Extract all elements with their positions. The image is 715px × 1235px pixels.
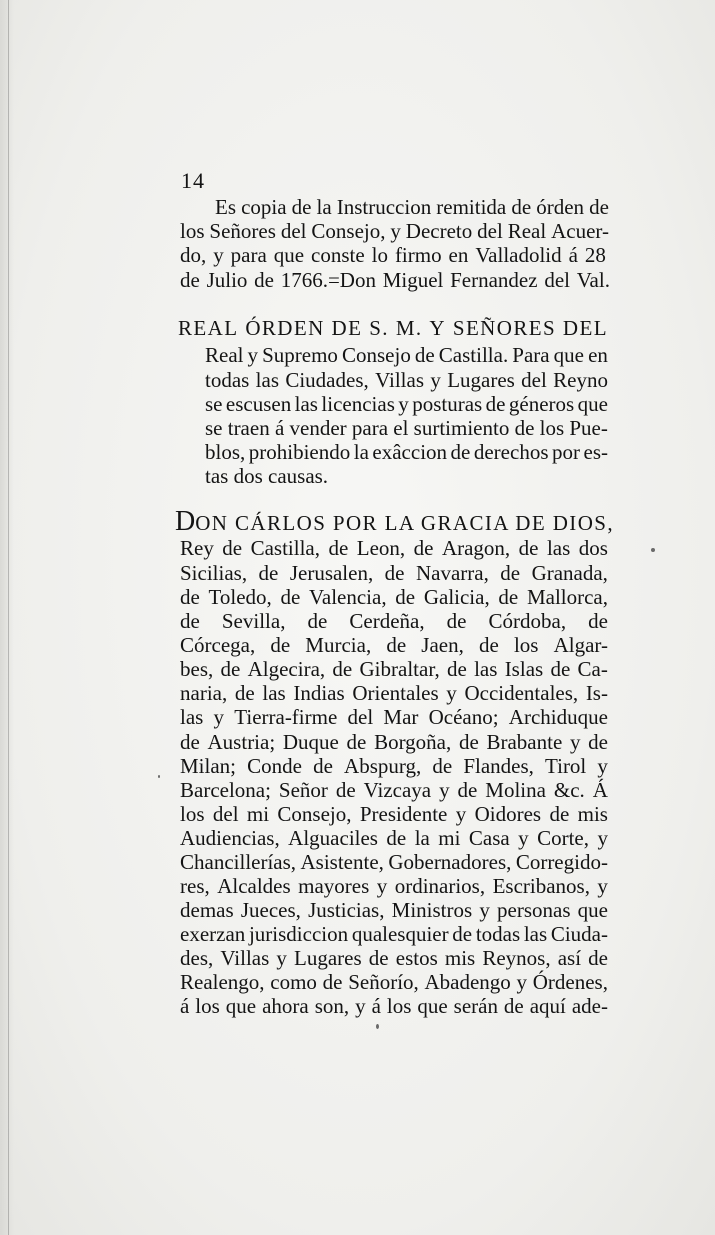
word: y <box>376 874 388 898</box>
word: las <box>546 536 571 560</box>
word: Audiencias, <box>180 826 280 850</box>
word: Para <box>512 343 550 367</box>
word: de <box>332 657 353 681</box>
word: que <box>577 392 608 416</box>
word: Gobernadores, <box>388 850 512 874</box>
word: Lugares <box>294 946 362 970</box>
word: exâccion <box>372 440 448 464</box>
word: licencias <box>321 392 395 416</box>
page-fold-line <box>8 0 9 1235</box>
word: Mallorca, <box>526 585 608 609</box>
word: Á <box>592 778 608 802</box>
word: de <box>386 826 407 850</box>
word: de <box>457 778 478 802</box>
word: vender <box>289 416 347 440</box>
word: de <box>485 392 506 416</box>
word: Leon, <box>356 536 406 560</box>
word: en <box>448 243 469 267</box>
word: y <box>446 681 457 705</box>
word: y <box>479 898 490 922</box>
word: y <box>516 970 528 994</box>
word: los <box>180 802 205 826</box>
word: del <box>347 705 374 729</box>
word: serán <box>453 994 498 1018</box>
word: aquí <box>529 994 566 1018</box>
word: son, <box>314 994 350 1018</box>
word: Algar- <box>553 633 608 657</box>
word: Casa <box>468 826 510 850</box>
word: Acuer- <box>551 219 609 243</box>
word: Rey <box>180 536 214 560</box>
word: Algecira, <box>247 657 326 681</box>
word: en <box>588 343 608 367</box>
word: Jerusalen, <box>289 561 374 585</box>
word: Barcelona; <box>180 778 271 802</box>
body-line <box>180 924 608 945</box>
word: Granada, <box>531 561 608 585</box>
body-line <box>180 732 608 753</box>
word: Ciudades, <box>285 368 369 392</box>
closing-line <box>180 270 610 291</box>
word: de <box>589 195 609 219</box>
word: Reyno <box>553 368 608 392</box>
word: Escribanos, <box>492 874 590 898</box>
word: de <box>452 922 473 946</box>
word: y <box>597 754 608 778</box>
word: de <box>511 195 532 219</box>
word: y <box>597 826 608 850</box>
word: del <box>477 219 503 243</box>
word: Murcia, <box>305 633 372 657</box>
word: posturas <box>412 392 483 416</box>
word: traen <box>227 416 270 440</box>
word: para <box>351 416 389 440</box>
word: se <box>205 392 223 416</box>
word: Córdoba, <box>488 609 567 633</box>
word: Villas <box>375 368 424 392</box>
title-line <box>205 394 608 415</box>
word: Gibraltar, <box>359 657 440 681</box>
word: Consejo, <box>311 219 386 243</box>
word: bes, <box>180 657 214 681</box>
word: Is- <box>585 681 608 705</box>
word: ade- <box>571 994 608 1018</box>
body-line <box>180 780 608 801</box>
word: mis <box>577 802 608 826</box>
word: y <box>597 874 608 898</box>
word: de <box>220 657 241 681</box>
word: Flandes, <box>463 754 534 778</box>
word: Corte, <box>537 826 589 850</box>
body-line <box>180 828 608 849</box>
word: á <box>568 243 578 267</box>
word: 1766.=Don <box>280 268 376 292</box>
word: la <box>414 826 430 850</box>
word: escusen <box>225 392 292 416</box>
word: des, <box>180 946 214 970</box>
word: de <box>346 730 367 754</box>
word: de <box>180 730 200 754</box>
body-line <box>180 538 608 559</box>
word: del <box>280 219 307 243</box>
word: de <box>458 730 479 754</box>
word: blos, <box>205 440 246 464</box>
word: Indias <box>293 681 345 705</box>
word: para <box>230 243 267 267</box>
closing-line <box>180 245 606 266</box>
word: demas <box>180 898 234 922</box>
word: Reynos, <box>482 946 551 970</box>
word: de <box>384 561 405 585</box>
word: DEL <box>562 316 608 340</box>
word: Decreto <box>405 219 473 243</box>
word: lo <box>371 243 388 267</box>
word: Ca- <box>577 657 608 681</box>
word: como <box>270 970 317 994</box>
word: á <box>274 416 285 440</box>
word: de <box>322 970 343 994</box>
word: los <box>386 994 412 1018</box>
word: Realengo, <box>180 970 265 994</box>
word: prohibiendo <box>248 440 351 464</box>
word: las <box>523 922 548 946</box>
paper-speck <box>158 775 160 778</box>
word: de <box>588 946 608 970</box>
word: Villas <box>220 946 270 970</box>
word: de <box>328 536 349 560</box>
word: Real <box>507 219 547 243</box>
word: DE <box>331 316 363 340</box>
word: y <box>213 705 225 729</box>
word: REAL <box>178 316 239 340</box>
word: &c. <box>553 778 585 802</box>
word: Jueces, <box>240 898 301 922</box>
drop-initial: D <box>175 506 196 537</box>
word: Castilla, <box>250 536 321 560</box>
word: Valencia, <box>309 585 387 609</box>
word: Fernandez <box>450 268 538 292</box>
word: Ciuda- <box>550 922 608 946</box>
body-line <box>180 804 608 825</box>
word: que <box>577 898 608 922</box>
body-line <box>180 756 608 777</box>
word: Julio <box>206 268 248 292</box>
word: Islas <box>504 657 544 681</box>
word: Señor <box>278 778 328 802</box>
body-line <box>180 635 608 656</box>
word: res, <box>180 874 210 898</box>
word: Córcega, <box>180 633 256 657</box>
word: Galicia, <box>423 585 490 609</box>
word: Alguaciles <box>288 826 378 850</box>
title-line <box>205 442 608 463</box>
word: qualesquier <box>351 922 449 946</box>
word: Justicias, <box>308 898 385 922</box>
page-number: 14 <box>181 168 205 193</box>
word: de <box>498 585 519 609</box>
word: los <box>180 219 205 243</box>
word: los <box>195 994 220 1018</box>
word: la <box>353 440 369 464</box>
word: Presidente <box>359 802 448 826</box>
word: jurisdiccion <box>248 922 349 946</box>
word: S. <box>369 316 389 340</box>
word: de <box>503 994 524 1018</box>
word: mi <box>246 802 270 826</box>
word: el <box>393 416 409 440</box>
title-line <box>205 345 608 366</box>
word: de <box>588 730 608 754</box>
word: Es <box>215 195 236 219</box>
word: Consejo, <box>277 802 352 826</box>
word: Milan; <box>180 754 236 778</box>
word: firmo <box>394 243 442 267</box>
title-line <box>205 370 608 391</box>
word: y <box>439 778 450 802</box>
word: mis <box>444 946 476 970</box>
body-line <box>180 972 608 993</box>
word: Sevilla, <box>221 609 286 633</box>
body-first-line <box>175 506 614 537</box>
word: Océano; <box>428 705 499 729</box>
paper-speck <box>651 548 655 552</box>
word: y <box>455 802 467 826</box>
word: del <box>521 368 547 392</box>
word: y <box>518 826 529 850</box>
word: de <box>386 633 407 657</box>
word: Orientales <box>352 681 439 705</box>
page-edge-shadow <box>0 0 14 1235</box>
word: Instruccion <box>336 195 432 219</box>
word: mayores <box>298 874 370 898</box>
word: y <box>276 946 287 970</box>
word: Molina <box>485 778 546 802</box>
word: do, <box>180 243 207 267</box>
word: Valladolid <box>475 243 562 267</box>
word: Señorío, <box>348 970 419 994</box>
word: los <box>539 416 565 440</box>
word: copia <box>241 195 287 219</box>
word: de <box>478 633 499 657</box>
word: de <box>313 754 333 778</box>
word: y <box>398 392 409 416</box>
word: de <box>280 585 301 609</box>
word: de <box>550 657 571 681</box>
paper-speck <box>376 1024 379 1029</box>
word: Tirol <box>545 754 587 778</box>
closing-line <box>215 197 609 218</box>
word: de <box>518 536 539 560</box>
word: á <box>180 994 190 1018</box>
word: SEÑORES <box>452 316 557 340</box>
word: Consejo <box>342 343 411 367</box>
word: Navarra, <box>415 561 489 585</box>
word: de <box>258 561 279 585</box>
word: Borgoña, <box>374 730 452 754</box>
word: las <box>294 392 318 416</box>
word: Supremo <box>262 343 338 367</box>
word: Archiduque <box>508 705 608 729</box>
word: de <box>432 754 453 778</box>
word: por <box>552 440 580 464</box>
word: de <box>549 802 570 826</box>
word: Real <box>205 343 244 367</box>
word: de <box>335 778 356 802</box>
word: personas <box>497 898 571 922</box>
word: del <box>212 802 239 826</box>
word: los <box>513 633 539 657</box>
body-line <box>180 948 608 969</box>
body-line <box>180 683 608 704</box>
word: Jaen, <box>421 633 464 657</box>
word: mi <box>438 826 461 850</box>
word: las <box>262 681 286 705</box>
body-line <box>180 611 608 632</box>
word: y <box>247 343 259 367</box>
title-line <box>205 418 608 439</box>
word: Duque <box>282 730 339 754</box>
word: de <box>307 609 328 633</box>
word: Occidentales, <box>464 681 579 705</box>
closing-line <box>180 221 609 242</box>
word: Castilla. <box>438 343 509 367</box>
word: de <box>180 609 200 633</box>
word: que <box>273 243 305 267</box>
word: de <box>413 536 434 560</box>
title-line: tas dos causas. <box>205 464 329 488</box>
word: de <box>514 416 535 440</box>
word: y <box>213 243 224 267</box>
word: es- <box>583 440 608 464</box>
word: M. <box>395 316 423 340</box>
word: Alcaldes <box>217 874 291 898</box>
word: de <box>395 585 416 609</box>
word: de <box>588 609 608 633</box>
word: todas <box>205 368 250 392</box>
word: de <box>450 440 471 464</box>
word: Oidores <box>474 802 542 826</box>
word: y <box>569 730 581 754</box>
body-line <box>180 587 608 608</box>
word: á <box>371 994 381 1018</box>
word: surtimiento <box>413 416 510 440</box>
word: Cerdeña, <box>349 609 425 633</box>
body-first-line-text: ON CÁRLOS POR LA GRACIA DE DIOS, <box>195 511 614 535</box>
word: ÓRDEN <box>245 316 325 340</box>
word: Señores <box>209 219 276 243</box>
word: de <box>446 609 467 633</box>
word: Val. <box>576 268 610 292</box>
word: de <box>180 585 200 609</box>
word: conste <box>311 243 365 267</box>
word: Chancillerías, <box>180 850 297 874</box>
word: ordinarios, <box>394 874 486 898</box>
word: géneros <box>508 392 575 416</box>
word: y <box>355 994 366 1018</box>
word: así <box>557 946 582 970</box>
word: todas <box>475 922 521 946</box>
word: las <box>255 368 279 392</box>
word: de <box>180 268 200 292</box>
word: se <box>205 416 223 440</box>
word: Corregido- <box>515 850 608 874</box>
word: 28 <box>584 243 606 267</box>
word: que <box>417 994 448 1018</box>
word: Ministros <box>391 898 473 922</box>
word: Asistente, <box>300 850 384 874</box>
word: de <box>222 536 243 560</box>
word: y <box>390 219 401 243</box>
word: Brabante <box>486 730 563 754</box>
word: de <box>414 343 435 367</box>
word: Toledo, <box>208 585 272 609</box>
word: naria, <box>180 681 228 705</box>
word: las <box>474 657 498 681</box>
word: ahora <box>262 994 309 1018</box>
word: Miguel <box>382 268 444 292</box>
word: exerzan <box>180 922 246 946</box>
word: la <box>316 195 332 219</box>
word: Austria; <box>207 730 276 754</box>
word: Pue- <box>569 416 608 440</box>
word: Conde <box>247 754 302 778</box>
word: órden <box>536 195 585 219</box>
word: Vizcaya <box>363 778 432 802</box>
word: que <box>225 994 257 1018</box>
word: Mar <box>383 705 419 729</box>
body-line <box>180 563 608 584</box>
word: Tierra-firme <box>234 705 338 729</box>
word: Y <box>429 316 446 340</box>
word: Abadengo <box>424 970 511 994</box>
word: de <box>500 561 521 585</box>
word: de <box>291 195 312 219</box>
word: Aragon, <box>441 536 511 560</box>
body-line <box>180 659 608 680</box>
word: las <box>180 705 204 729</box>
word: dos <box>578 536 608 560</box>
word: remitida <box>436 195 507 219</box>
body-line <box>180 707 608 728</box>
word: de <box>254 268 274 292</box>
title-heading <box>178 318 608 339</box>
word: derechos <box>473 440 549 464</box>
body-line <box>180 996 608 1017</box>
word: de <box>447 657 467 681</box>
word: que <box>553 343 584 367</box>
word: Abspurg, <box>344 754 422 778</box>
word: de <box>270 633 291 657</box>
word: Sicilias, <box>180 561 248 585</box>
word: de <box>368 946 389 970</box>
body-line <box>180 876 608 897</box>
body-line <box>180 852 608 873</box>
word: Lugares <box>447 368 515 392</box>
word: y <box>430 368 441 392</box>
word: del <box>544 268 570 292</box>
word: Órdenes, <box>532 970 608 994</box>
body-line <box>180 900 608 921</box>
word: de <box>234 681 255 705</box>
word: estos <box>395 946 438 970</box>
